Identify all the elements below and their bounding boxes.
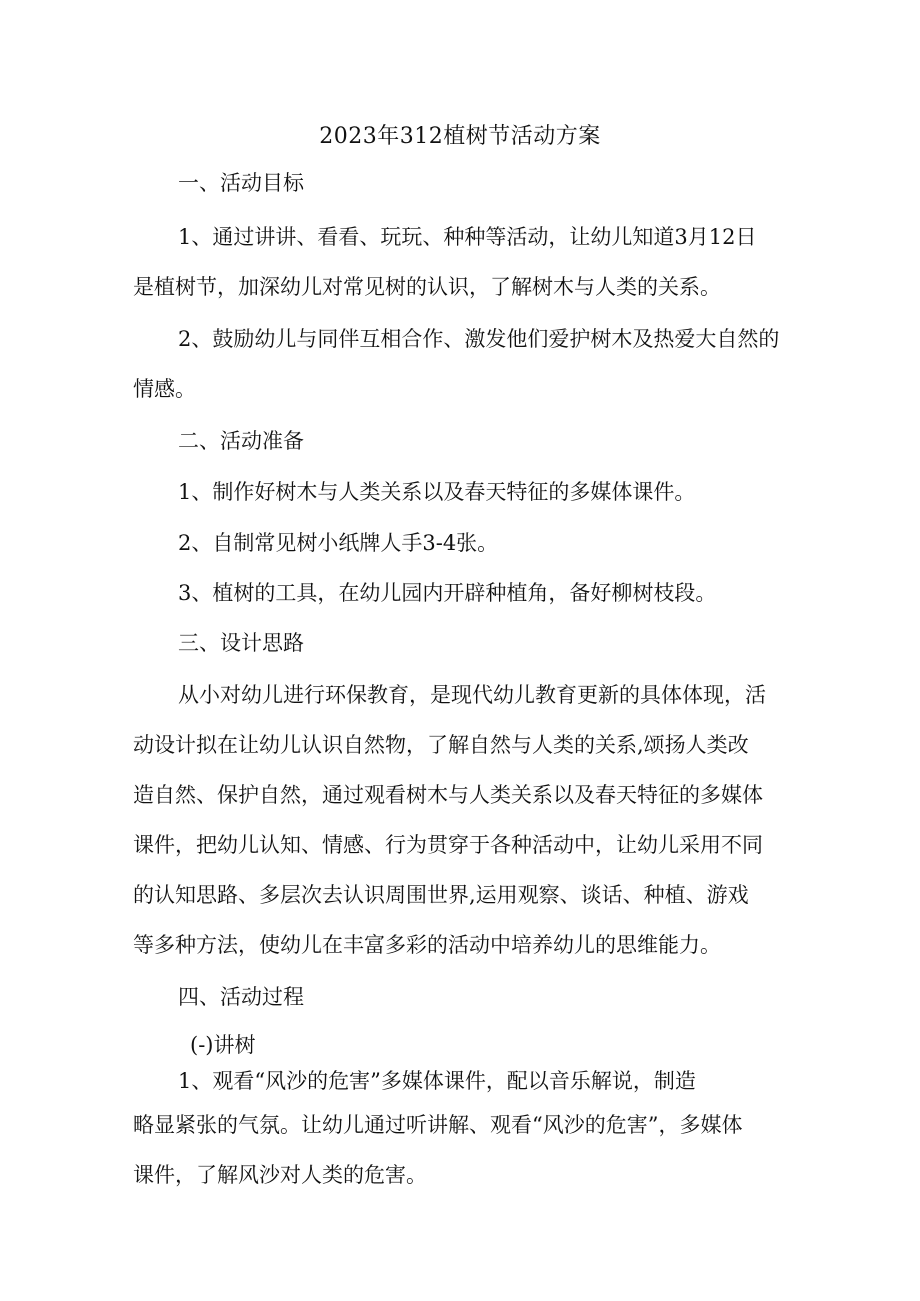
paragraph-line: 1、观看“风沙的危害”多媒体课件，配以音乐解说，制造 xyxy=(178,1069,696,1093)
section-heading-2: 二、活动准备 xyxy=(178,429,304,453)
paragraph-line: 1、制作好树木与人类关系以及春天特征的多媒体课件。 xyxy=(178,480,696,504)
paragraph-line: 课件，了解风沙对人类的危害。 xyxy=(133,1163,427,1187)
paragraph-line: 从小对幼儿进行环保教育，是现代幼儿教育更新的具体体现，活 xyxy=(178,683,766,707)
paragraph-line: 等多种方法，使幼儿在丰富多彩的活动中培养幼儿的思维能力。 xyxy=(133,933,721,957)
paragraph-line: 动设计拟在让幼儿认识自然物，了解自然与人类的关系,颂扬人类改 xyxy=(133,733,749,757)
paragraph-line: 课件，把幼儿认知、情感、行为贯穿于各种活动中，让幼儿采用不同 xyxy=(133,833,763,857)
paragraph-line: 3、植树的工具，在幼儿园内开辟种植角，备好柳树枝段。 xyxy=(178,581,717,605)
document-title: 2023年312植树节活动方案 xyxy=(319,124,601,149)
paragraph-line: 2、鼓励幼儿与同伴互相合作、激发他们爱护树木及热爱大自然的 xyxy=(178,327,780,351)
subsection-heading: (-)讲树 xyxy=(190,1033,256,1057)
paragraph-line: 的认知思路、多层次去认识周围世界,运用观察、谈话、种植、游戏 xyxy=(133,883,749,907)
section-heading-1: 一、活动目标 xyxy=(178,171,304,195)
section-heading-3: 三、设计思路 xyxy=(178,631,304,655)
paragraph-line: 2、自制常见树小纸牌人手3-4张。 xyxy=(178,531,499,555)
paragraph-line: 造自然、保护自然，通过观看树木与人类关系以及春天特征的多媒体 xyxy=(133,783,763,807)
paragraph-line: 情感。 xyxy=(133,377,196,401)
section-heading-4: 四、活动过程 xyxy=(178,985,304,1009)
paragraph-line: 略显紧张的气氛。让幼儿通过听讲解、观看“风沙的危害”，多媒体 xyxy=(133,1113,743,1137)
paragraph-line: 1、通过讲讲、看看、玩玩、种种等活动，让幼儿知道3月12日 xyxy=(178,225,757,249)
paragraph-line: 是植树节，加深幼儿对常见树的认识，了解树木与人类的关系。 xyxy=(133,275,721,299)
